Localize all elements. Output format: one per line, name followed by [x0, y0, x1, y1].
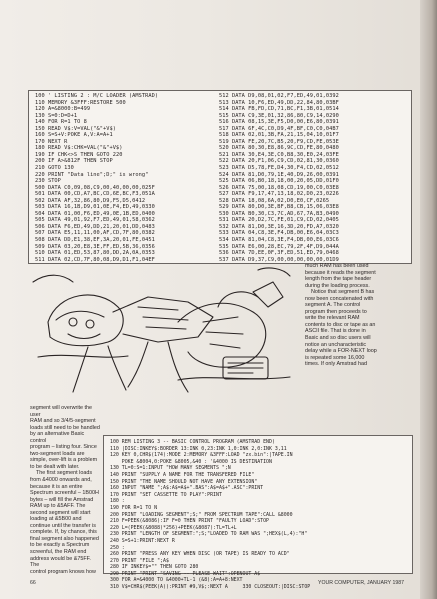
text-line: Basic and so disc users will — [305, 335, 371, 342]
code-line: 508 DATA DD,E1,38,EF,3A,20,01,FE,0451 — [35, 237, 155, 244]
code-line: 120 KEY 0,CHR$(174):MODE 2:MEMORY &3FFF:LOAD "zx.bin":|TAPE.IN — [110, 452, 293, 459]
code-line: 140 FOR R=1 TO 8 — [35, 119, 87, 126]
code-line: 537 DATA D9,37,C9,00,00,00,00,00,01D9 — [219, 256, 339, 263]
text-line: contents to disc or tape as an — [305, 321, 376, 328]
code-line: 220 PRINT "Data line";D;" is wrong" — [35, 171, 149, 178]
code-line: 170 NEXT R — [35, 138, 68, 145]
page-binding-shadow — [420, 0, 437, 599]
text-line: much RAM has been used — [305, 263, 369, 269]
text-line: control program knows how — [30, 568, 96, 575]
code-line: 506 DATA F6,ED,49,DD,21,20,01,DD,0483 — [35, 223, 155, 230]
code-line: 270 PRINT "FILE ";A$ — [110, 557, 169, 564]
text-line: two-segment loads are — [30, 450, 85, 457]
text-line: during the loading process. — [305, 282, 370, 289]
code-line: 504 DATA 01,00,F6,ED,49,0E,1B,ED,0400 — [35, 210, 155, 217]
listing-3-code — [110, 439, 310, 591]
text-line: continue until the transfer is — [30, 522, 96, 529]
code-line: 522 DATA 20,F1,06,C9,CD,02,81,30,0360 — [219, 158, 339, 165]
code-line: 525 DATA 06,B0,18,18,00,20,05,DD,01F0 — [219, 178, 339, 185]
code-line: 210 GOTO 130 — [35, 165, 74, 172]
code-line: 500 DATA C0,09,08,C9,00,40,00,00,025F — [35, 184, 155, 191]
code-line: 535 DATA E6,00,28,EC,79,2F,4F,D9,044A — [219, 243, 339, 250]
code-line: 505 DATA 49,01,92,F7,ED,49,01,58,0362 — [35, 217, 155, 224]
text-line: by an alternative Basic control — [30, 431, 85, 444]
text-line: final segment also happened — [30, 535, 99, 542]
code-line: 210 F=PEEK(&8086):IF F=0 THEN PRINT "FAULTY LOAD":STOP — [110, 518, 269, 525]
text-line: now been concatenated with — [305, 295, 374, 302]
code-line: 526 DATA 75,00,18,08,CD,19,00,C0,03E8 — [219, 184, 339, 191]
text-line: bytes – will fill the Amstrad — [30, 496, 94, 503]
code-line: 110 MEMORY &3FFF:RESTORE 500 — [35, 99, 126, 106]
text-line: segment A. The control — [305, 302, 361, 309]
code-line: 509 DATA 03,20,E8,3E,FF,ED,5B,36,0356 — [35, 243, 155, 250]
code-line: 180 : — [110, 498, 125, 505]
text-line: because it reads the segment — [305, 269, 376, 276]
text-line: loads still need to be handled — [30, 424, 100, 431]
text-line: address would be &75FF. The — [30, 555, 91, 569]
code-line: 290 PRINT "PRINT "SAVING -- PLEASE WAIT":OPENOUT A$ — [110, 570, 261, 577]
code-line: 200 IF A>&812F THEN STOP — [35, 158, 113, 165]
magazine-footer: YOUR COMPUTER, JANUARY 1987 — [318, 580, 405, 586]
text-line: from &4000 onwards and, — [30, 477, 92, 484]
code-line: 501 DATA 00,CD,A7,BC,CD,6E,BC,F3,051A — [35, 191, 155, 198]
code-line: 503 DATA 16,1B,D9,01,0E,F4,ED,49,0330 — [35, 204, 155, 211]
code-line: 170 PRINT "SET CASSETTE TO PLAY":PRINT — [110, 491, 222, 498]
code-line: 250 : — [110, 544, 125, 551]
code-line: 507 DATA E5,11,11,00,AF,CD,7F,80,0382 — [35, 230, 155, 237]
text-line: RAM and so 3/4/5-segment — [30, 418, 96, 425]
code-line: 514 DATA FB,FD,CD,71,BC,F1,3B,01,0514 — [219, 106, 339, 113]
code-line: 515 DATA C9,3E,01,32,86,80,C9,14,0290 — [219, 112, 339, 119]
code-line: 180 READ V$:CHK=VAL("&"+V$) — [35, 145, 123, 152]
code-line: 150 PRINT "THE NAME SHOULD NOT HAVE ANY EXTENSION" — [110, 478, 258, 485]
code-line: POKE &8004,0:POKE &8005,&40 : '&4000 IS DESTINATION — [110, 458, 272, 465]
listing-2-right-column — [219, 93, 339, 263]
text-line: to be dealt with later. — [30, 463, 80, 470]
code-line: 524 DATA 81,D0,79,1E,40,D9,26,00,0391 — [219, 171, 339, 178]
text-line: program then proceeds to — [305, 308, 367, 315]
code-line: 502 DATA AF,32,86,80,D9,F5,D5,0412 — [35, 197, 146, 204]
code-line: 511 DATA 02,CD,7F,80,08,D9,D1,F1,04EF — [35, 256, 155, 263]
text-line: program – listing four. Since — [30, 444, 97, 451]
code-line: 220 L=(PEEK(&8088)*256)+PEEK(&8087):TL=TL+L — [110, 524, 237, 531]
text-line: second segment will start — [30, 509, 91, 516]
article-text-left — [30, 405, 101, 575]
text-line: segment will overwrite the user — [30, 405, 93, 418]
code-line: 230 STOP — [35, 178, 61, 185]
code-line: 519 DATA FE,20,7C,B5,20,F9,CD,FE,053E — [219, 138, 339, 145]
code-line: 516 DATA 08,15,3E,F5,D0,00,E6,80,0391 — [219, 119, 339, 126]
code-line: 300 FOR A=&4000 TO &4000+TL-1 (&8):A=A+8:NEXT — [110, 577, 243, 584]
listing-2-box — [28, 90, 412, 264]
code-line: 260 PRINT "PRESS ANY KEY WHEN DISC (OR TAPE) IS READY TO ACD" — [110, 551, 290, 558]
code-line: 130 S=0:D=D+1 — [35, 112, 78, 119]
text-line: screenful, the RAM end — [30, 549, 87, 556]
code-line: 280 IF INKEY$="" THEN GOTO 280 — [110, 564, 199, 571]
text-line: loading at &5B00 and — [30, 516, 82, 523]
text-line: times. If only Amstrad had — [305, 361, 368, 368]
code-line: 512 DATA D9,08,01,02,F7,ED,49,01,0392 — [219, 93, 339, 99]
code-line: 529 DATA 80,D0,3E,BF,B8,CB,15,06,03E8 — [219, 204, 339, 211]
code-line: 150 READ V$:V=VAL("&"+V$) — [35, 125, 116, 132]
code-line: 100 REM LISTING 3 -- BASIC CONTROL PROGRAM (AMSTRAD END) — [110, 439, 275, 445]
text-line: because it is an entire — [30, 483, 83, 490]
text-line: notice an uncharacteristic — [305, 341, 367, 348]
code-line: 531 DATA 20,D2,7C,FE,01,C9,CD,02,0405 — [219, 217, 339, 224]
code-line: 534 DATA 81,04,C8,3E,F4,DB,00,E6,03C6 — [219, 237, 339, 244]
cartoon-illustration — [28, 262, 298, 402]
code-line: 517 DATA 6F,4C,C0,D9,4F,BF,C0,C0,04B7 — [219, 125, 339, 132]
code-line: 536 DATA 7D,EE,0F,3F,ED,51,ED,79,0468 — [219, 250, 339, 257]
text-line: delay while a FOR-NEXT loop — [305, 348, 377, 355]
code-line: 532 DATA 81,D0,3E,16,3D,20,FD,A7,0320 — [219, 223, 339, 230]
code-line: 528 DATA 18,08,6A,02,D0,E0,CF,0265 — [219, 197, 330, 204]
text-line: write the relevant RAM — [305, 315, 360, 322]
code-line: 100 ' LISTING 2 : M/C LOADER (AMSTRAD) — [35, 93, 159, 99]
text-line: The first segment loads — [36, 470, 93, 477]
code-line: 523 DATA D5,78,FE,D4,30,F4,CD,02,0512 — [219, 165, 339, 172]
text-line: is repeated some 16,000 — [305, 354, 365, 361]
code-line: 310 V$=CHR$(PEEK(A)):PRINT #9,V$;:NEXT A 330 CLOSEOUT:|DISC:STOP — [110, 584, 311, 591]
code-line: 140 PRINT "SUPPLY A NAME FOR THE TRANSFERED FILE" — [110, 471, 255, 478]
code-line: 533 DATA 04,C8,3E,F4,DB,00,E6,04,03C3 — [219, 230, 339, 237]
text-line: to be exactly a Spectrum — [30, 542, 90, 549]
code-line: 130 TL=0:S=1:INPUT "HOW MANY SEGMENTS ";N — [110, 465, 231, 472]
code-line: 530 DATA B0,30,C3,7C,AD,67,7A,B3,0490 — [219, 210, 339, 217]
text-line: Spectrum screenful – 1B00H — [30, 490, 99, 497]
code-line: 160 S=S+V:POKE A,V:A=A+1 — [35, 132, 113, 139]
text-line: length from the tape header — [305, 276, 372, 283]
code-line: 521 DATA 30,E4,3E,C0,B8,30,E0,24,03FE — [219, 151, 339, 158]
code-line: 513 DATA 10,F6,ED,49,DD,22,84,80,03BF — [219, 99, 339, 106]
code-line: 527 DATA F9,17,47,13,18,02,D0,23,0226 — [219, 191, 339, 198]
code-line: 190 FOR R=1 TO N — [110, 504, 158, 511]
text-line: complete. If, by chance, this — [30, 529, 97, 536]
code-line: 120 A=&8000:B=499 — [35, 106, 91, 113]
code-line: 240 S=S+1:PRINT:NEXT R — [110, 537, 175, 544]
code-line: 230 PRINT "LENGTH OF SEGMENT:";S;"LOADED TO RAM WAS ";HEX$(L,4):"H" — [110, 531, 308, 538]
text-line: ASCII file. That is done in — [305, 328, 366, 335]
code-line: 190 IF CHK<>S THEN GOTO 220 — [35, 151, 123, 158]
page-number: 66 — [30, 580, 36, 586]
code-line: 518 DATA 02,01,3B,FA,21,15,04,10,01F7 — [219, 132, 339, 139]
code-line: 520 DATA 80,30,E8,86,9C,CD,FE,80,0480 — [219, 145, 339, 152]
code-line: 510 DATA 01,ED,53,87,80,DD,2A,0A,0353 — [35, 250, 155, 257]
code-line: 110 |DISC:INKEY$:BORDER 13:INK 0,23:INK 1,0:INK 2,0:INK 3,11 — [110, 445, 287, 452]
listing-2-left-column — [35, 93, 158, 263]
text-line: Notice that segment B has — [311, 289, 375, 296]
code-line: 160 INPUT "NAME ";A$:A$=A$+".BAS":A$=A$+".ASC":PRINT — [110, 485, 264, 492]
code-line: 200 PRINT "LOADING SEGMENT";S;" FROM SPECTRUM TAPE":CALL &8000 — [110, 511, 293, 518]
text-line: RAM up to &5AFF. The — [30, 503, 86, 510]
article-text-right — [305, 263, 411, 368]
text-line: simple, over-lift is a problem — [30, 457, 98, 464]
